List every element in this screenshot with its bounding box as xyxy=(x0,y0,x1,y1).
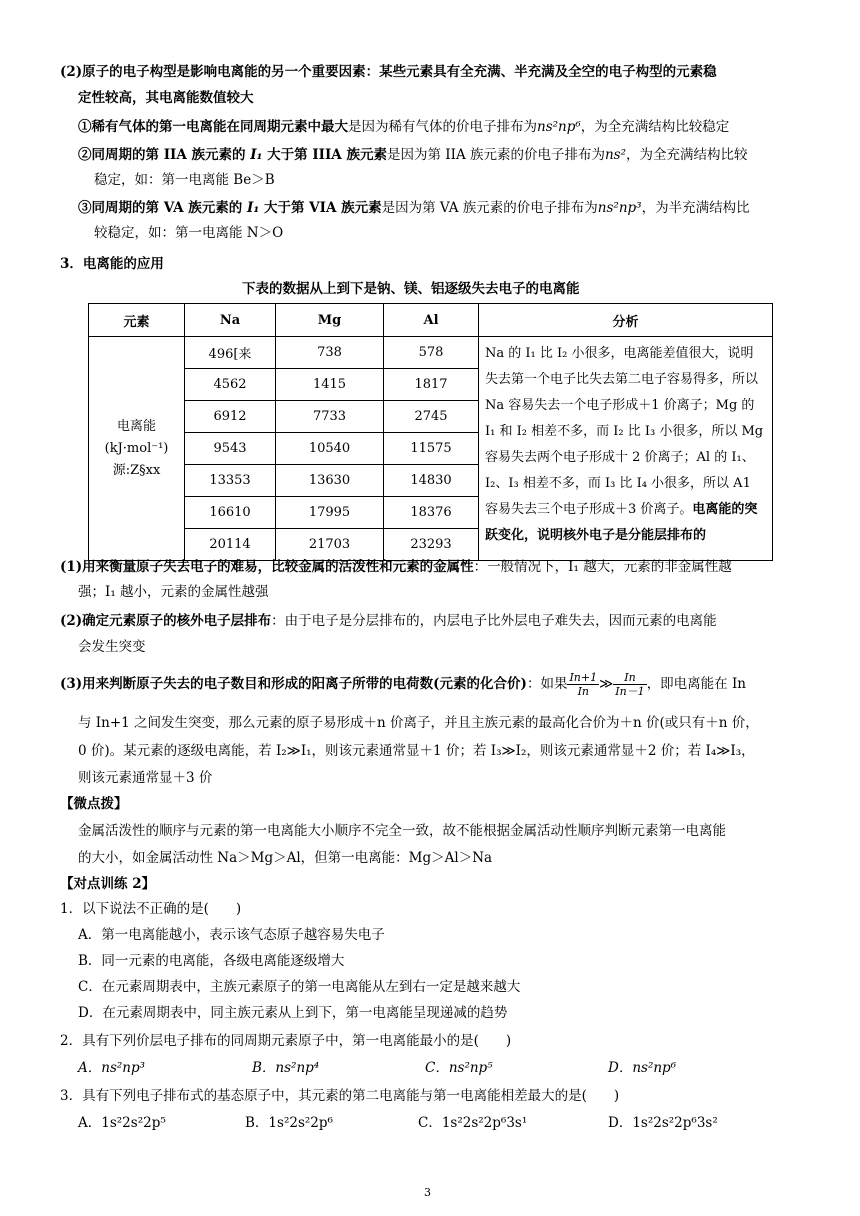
s2-point-3-config: ns²np³ xyxy=(597,200,642,216)
table-cell: 17995 xyxy=(276,497,384,529)
s2-point-1-bold: ①稀有气体的第一电离能在同周期元素中最大 xyxy=(78,119,348,135)
header-na: Na xyxy=(185,304,276,337)
much-greater-sign: ≫ xyxy=(599,676,614,692)
table-cell: 21703 xyxy=(276,529,384,561)
s2-point-1-text: 是因为稀有气体的价电子排布为 xyxy=(348,119,537,135)
table-cell: 9543 xyxy=(185,433,276,465)
table-cell: 20114 xyxy=(185,529,276,561)
table-cell: 4562 xyxy=(185,369,276,401)
analysis-text: Na 的 I₁ 比 I₂ 小很多，电离能差值很大，说明失去第一个电子比失去第二电子容易得多，所以 Na 容易失去一个电子形成＋1 价离子；Mg 的 I₁ 和 I₂ 相差不多，而 I₂ 比 I₃ 小很多，所以 Mg 容易失去两个电子形成十 2 价离子；Al 的 I₁、I₂、I₃ 相差不多，而 I₃ 比 I₄ 小很多，所以 A1 容易失去三个电子形成＋3 价离子。 xyxy=(485,346,764,517)
table-cell: 496[来 xyxy=(185,337,276,369)
q2-option-c: C．ns²np⁵ xyxy=(425,1060,493,1076)
s2-point-2-tail: ，为全充满结构比较 xyxy=(626,147,748,163)
ionization-energy-table xyxy=(88,303,773,561)
s2-point-1-tail: ，为全充满结构比较稳定 xyxy=(580,119,730,135)
use-2-bold: (2)确定元素原子的核外电子层排布 xyxy=(60,613,272,629)
s2-point-2-symbol: I₁ xyxy=(250,147,263,163)
use-3-line2: 与 In+1 之间发生突变，那么元素的原子易形成＋n 价离子，并且主族元素的最高化合价为＋n 价(或只有＋n 价， xyxy=(78,715,759,731)
s2-point-2-config: ns² xyxy=(604,147,627,163)
use-3-line4: 则该元素通常显＋3 价 xyxy=(78,770,213,786)
s2-point-3-bold-b: 大于第 VIA 族元素 xyxy=(259,200,382,216)
s2-point-3-text: 是因为第 VA 族元素的价电子排布为 xyxy=(381,200,598,216)
table-cell: 738 xyxy=(276,337,384,369)
header-analysis: 分析 xyxy=(479,304,773,337)
use-2-text: ：由于电子是分层排布的，内层电子比外层电子难失去，因而元素的电离能 xyxy=(271,613,717,629)
s2-point-3-symbol: I₁ xyxy=(247,200,260,216)
table-cell: 13353 xyxy=(185,465,276,497)
row-label-line: 源:Z§xx xyxy=(112,462,161,478)
table-cell: 13630 xyxy=(276,465,384,497)
s2-point-3-tail: ，为半充满结构比 xyxy=(641,200,750,216)
q1-option-a: A．第一电离能越小，表示该气态原子越容易失电子 xyxy=(78,927,385,943)
table-row xyxy=(89,337,773,369)
question-3: 3．具有下列电子排布式的基态原子中，其元素的第二电离能与第一电离能相差最大的是( ) xyxy=(60,1088,620,1104)
q3-option-a: A．1s²2s²2p⁵ xyxy=(78,1115,166,1131)
use-3-line3: 0 价)。某元素的逐级电离能，若 I₂≫I₁，则该元素通常显＋1 价；若 I₃≫I₂，则该元素通常显＋2 价；若 I₄≫I₃， xyxy=(78,743,755,759)
row-label-line: (kJ·mol⁻¹) xyxy=(104,440,169,456)
s2-point-1 xyxy=(78,117,729,137)
use-3-tail: ，即电离能在 In xyxy=(646,676,747,692)
tip-line2: 的大小，如金属活动性 Na＞Mg＞Al，但第一电离能：Mg＞Al＞Na xyxy=(78,850,493,866)
table-cell: 14830 xyxy=(384,465,479,497)
q2-option-a: A．ns²np³ xyxy=(78,1060,146,1076)
q1-option-b: B．同一元素的电离能，各级电离能逐级增大 xyxy=(78,953,345,969)
fraction-1-denominator: In xyxy=(577,685,589,698)
table-header-row xyxy=(89,304,773,337)
table-cell: 1415 xyxy=(276,369,384,401)
s2-point-2-bold-b: 大于第 IIIA 族元素 xyxy=(262,147,387,163)
q2-option-b: B．ns²np⁴ xyxy=(252,1060,320,1076)
use-1-line2: 强；I₁ 越小，元素的金属性越强 xyxy=(78,584,269,600)
header-mg: Mg xyxy=(276,304,384,337)
s3-heading: 3．电离能的应用 xyxy=(60,256,164,272)
s2-point-2 xyxy=(78,145,748,165)
use-1-text: ：一般情况下，I₁ 越大，元素的非金属性越 xyxy=(473,559,732,575)
q3-option-c: C．1s²2s²2p⁶3s¹ xyxy=(418,1115,528,1131)
header-element: 元素 xyxy=(89,304,185,337)
page-number: 3 xyxy=(424,1186,431,1199)
table-cell: 2745 xyxy=(384,401,479,433)
table-caption: 下表的数据从上到下是钠、镁、铝逐级失去电子的电离能 xyxy=(242,281,580,297)
use-2-line2: 会发生突变 xyxy=(78,639,146,655)
s2-heading-line1: (2)原子的电子构型是影响电离能的另一个重要因素：某些元素具有全充满、半充满及全空的电子构型的元素稳 xyxy=(60,64,717,80)
fraction-2-denominator: In－1 xyxy=(615,685,645,698)
fraction-2 xyxy=(613,671,646,698)
tip-heading: 【微点拨】 xyxy=(60,796,128,812)
question-1: 1．以下说法不正确的是( ) xyxy=(60,901,242,917)
fraction-1 xyxy=(567,671,599,698)
row-label-line: 电离能 xyxy=(116,418,156,434)
analysis-cell xyxy=(479,337,773,561)
s2-point-2-text: 是因为第 IIA 族元素的价电子排布为 xyxy=(386,147,605,163)
use-3-bold: (3)用来判断原子失去的电子数目和形成的阳离子所带的电荷数(元素的化合价) xyxy=(60,676,527,692)
use-1 xyxy=(60,557,732,577)
use-1-bold: (1)用来衡量原子失去电子的难易，比较金属的活泼性和元素的金属性 xyxy=(60,559,474,575)
table-cell: 6912 xyxy=(185,401,276,433)
s2-point-3-line2: 较稳定，如：第一电离能 N＞O xyxy=(94,225,284,241)
q1-option-d: D．在元素周期表中，同主族元素从上到下，第一电离能呈现递减的趋势 xyxy=(78,1005,508,1021)
use-2 xyxy=(60,611,717,631)
s2-point-3-bold-a: ③同周期的第 VA 族元素的 xyxy=(78,200,248,216)
q1-option-c: C．在元素周期表中，主族元素原子的第一电离能从左到右一定是越来越大 xyxy=(78,979,521,995)
s2-point-2-line2: 稳定，如：第一电离能 Be＞B xyxy=(94,172,275,188)
header-al: Al xyxy=(384,304,479,337)
table-cell: 11575 xyxy=(384,433,479,465)
table-cell: 23293 xyxy=(384,529,479,561)
practice-heading: 【对点训练 2】 xyxy=(60,876,156,892)
question-2: 2．具有下列价层电子排布的同周期元素原子中，第一电离能最小的是( ) xyxy=(60,1033,512,1049)
table-cell: 18376 xyxy=(384,497,479,529)
s2-point-2-bold-a: ②同周期的第 IIA 族元素的 xyxy=(78,147,251,163)
table-cell: 578 xyxy=(384,337,479,369)
table-cell: 16610 xyxy=(185,497,276,529)
q3-option-d: D．1s²2s²2p⁶3s² xyxy=(608,1115,718,1131)
analysis-bold-text: 电离能的突跃变化，说明核外电子是分能层排布的 xyxy=(485,502,758,543)
fraction-1-numerator: In+1 xyxy=(569,671,598,684)
s2-heading-line2: 定性较高，其电离能数值较大 xyxy=(78,90,254,106)
q2-option-d: D．ns²np⁶ xyxy=(608,1060,677,1076)
table-cell: 10540 xyxy=(276,433,384,465)
use-3-text: ：如果 xyxy=(526,676,568,692)
use-3 xyxy=(60,667,746,701)
tip-line1: 金属活泼性的顺序与元素的第一电离能大小顺序不完全一致，故不能根据金属活动性顺序判断元素第一电离能 xyxy=(78,823,726,839)
fraction-2-numerator: In xyxy=(613,671,646,685)
s2-point-1-config: ns²np⁶ xyxy=(537,119,581,135)
q3-option-b: B．1s²2s²2p⁶ xyxy=(245,1115,333,1131)
s2-point-3 xyxy=(78,198,750,218)
table-cell: 1817 xyxy=(384,369,479,401)
table-cell: 7733 xyxy=(276,401,384,433)
row-label-cell xyxy=(89,337,185,561)
